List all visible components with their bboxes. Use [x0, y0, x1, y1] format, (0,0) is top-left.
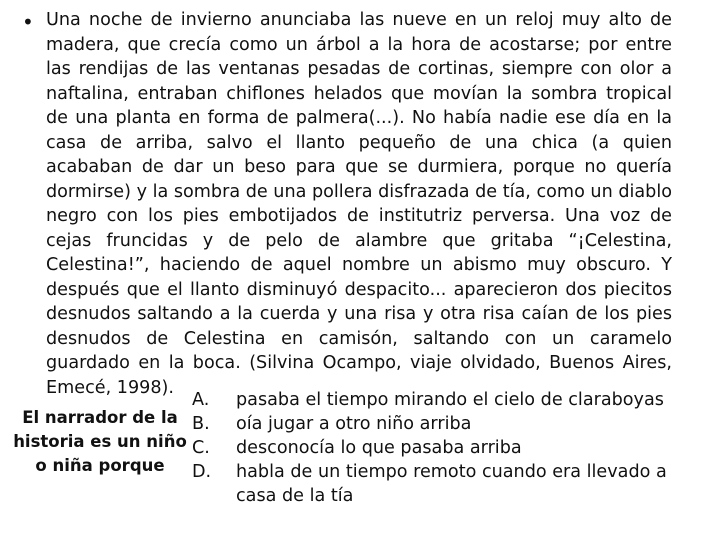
- option-b[interactable]: [192, 412, 692, 436]
- reading-passage: Una noche de invierno anunciaba las nueve en un reloj muy alto de madera, que crecía como un árbol a la hora de acostarse; por entre las rendijas de las ventanas pesadas de cortinas, siempre con olor a naftalina, entraban chiflones helados que movían la sombra tropical de una planta en forma de palmera(...). No había nadie ese día en la casa de arriba, salvo el llanto pequeño de una chica (a quien acababan de dar un beso para que se durmiera, porque no quería dormirse) y la sombra de una pollera disfrazada de tía, como un diablo negro con los pies embotijados de institutriz perversa. Una voz de cejas fruncidas y de pelo de alambre que gritaba “¡Celestina, Celestina!”, haciendo de aquel nombre un abismo muy obscuro. Y después que el llanto disminuyó despacito... aparecieron dos piecitos desnudos saltando a la cuerda y una risa y otra risa caían de los pies desnudos de Celestina en camisón, saltando con un caramelo guardado en la boca. (Silvina Ocampo, viaje olvidado, Buenos Aires, Emecé, 1998).: [46, 10, 672, 398]
- option-c[interactable]: [192, 436, 692, 460]
- option-letter: B.: [192, 414, 210, 434]
- answer-options: [192, 388, 692, 508]
- option-letter: D.: [192, 462, 212, 482]
- option-text: desconocía lo que pasaba arriba: [236, 438, 522, 458]
- question-stem: El narrador de la historia es un niño o niña porque: [13, 408, 187, 475]
- option-letter: A.: [192, 390, 210, 410]
- option-a[interactable]: [192, 388, 692, 412]
- option-letter: C.: [192, 438, 210, 458]
- option-text: oía jugar a otro niño arriba: [236, 414, 472, 434]
- bullet-marker: •: [22, 10, 34, 34]
- option-text: pasaba el tiempo mirando el cielo de claraboyas: [236, 390, 664, 410]
- option-text: habla de un tiempo remoto cuando era llevado a casa de la tía: [236, 462, 667, 506]
- option-d[interactable]: [192, 460, 692, 508]
